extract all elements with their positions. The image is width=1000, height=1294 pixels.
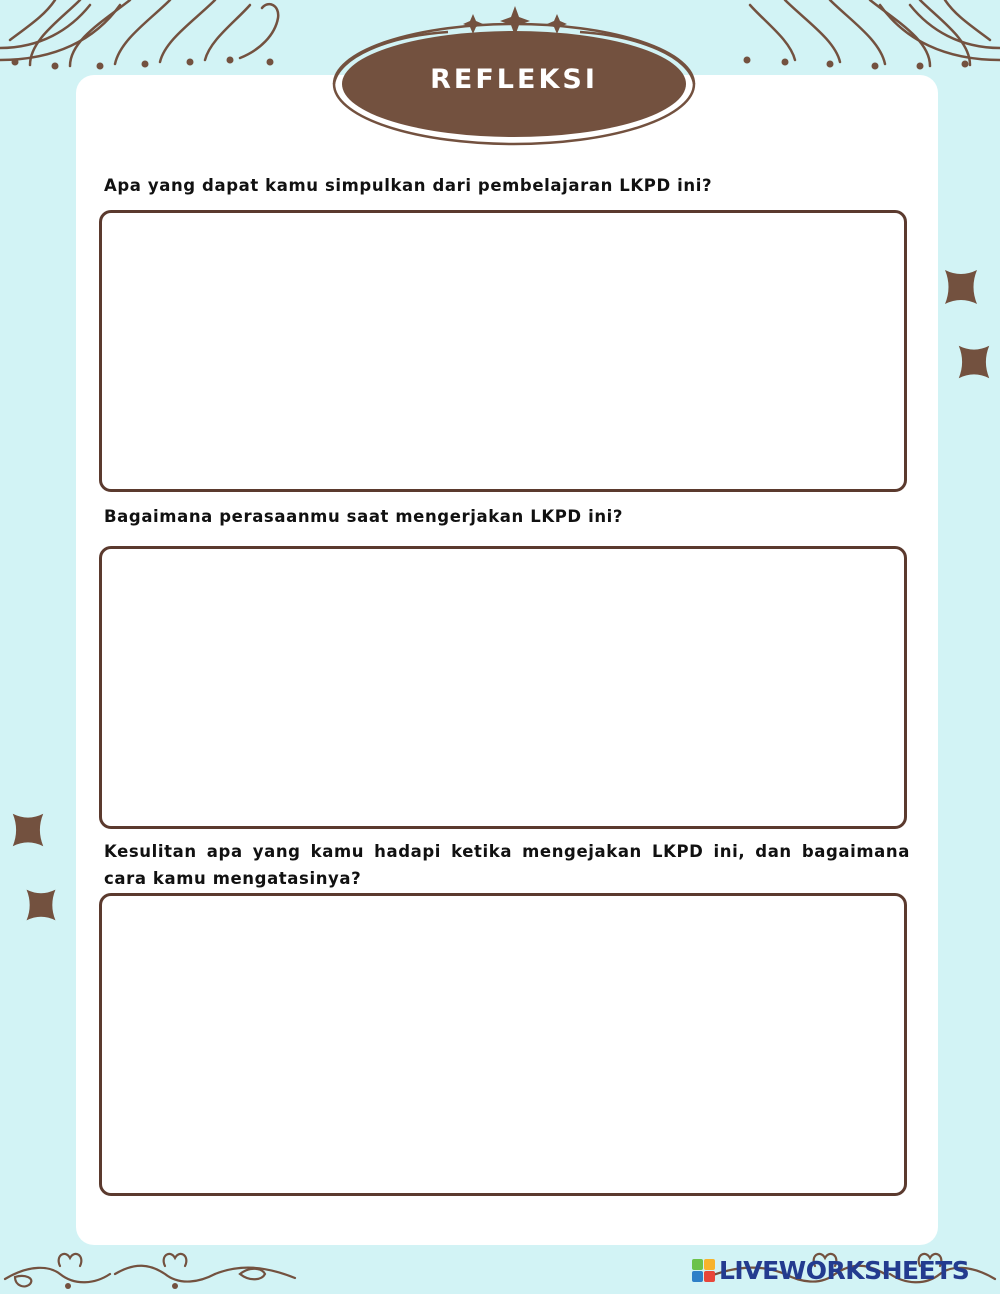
star-sparkle-icon — [8, 810, 48, 850]
star-sparkle-icon — [22, 886, 60, 924]
question-2-label: Bagaimana perasaanmu saat mengerjakan LKPD ini? — [104, 507, 624, 526]
swirl-ornament-top-right — [735, 0, 1000, 75]
liveworksheets-logo[interactable] — [692, 1254, 969, 1288]
star-sparkle-icon — [954, 342, 994, 382]
answer-box-1[interactable] — [99, 210, 907, 492]
star-sparkle-icon — [940, 266, 982, 308]
liveworksheets-logo-icon — [692, 1259, 716, 1283]
question-1-label: Apa yang dapat kamu simpulkan dari pembelajaran LKPD ini? — [104, 176, 713, 195]
question-3-label: Kesulitan apa yang kamu hadapi ketika mengejakan LKPD ini, dan bagaimana cara kamu mengatasinya? — [104, 842, 910, 888]
swirl-ornament-top-left — [0, 0, 285, 75]
answer-box-3[interactable] — [99, 893, 907, 1196]
page-title: REFLEKSI — [430, 64, 598, 95]
liveworksheets-brand-text: LIVEWORKSHEETS — [719, 1256, 970, 1285]
answer-box-2[interactable] — [99, 546, 907, 829]
swirl-ornament-bottom-left — [0, 1244, 300, 1294]
